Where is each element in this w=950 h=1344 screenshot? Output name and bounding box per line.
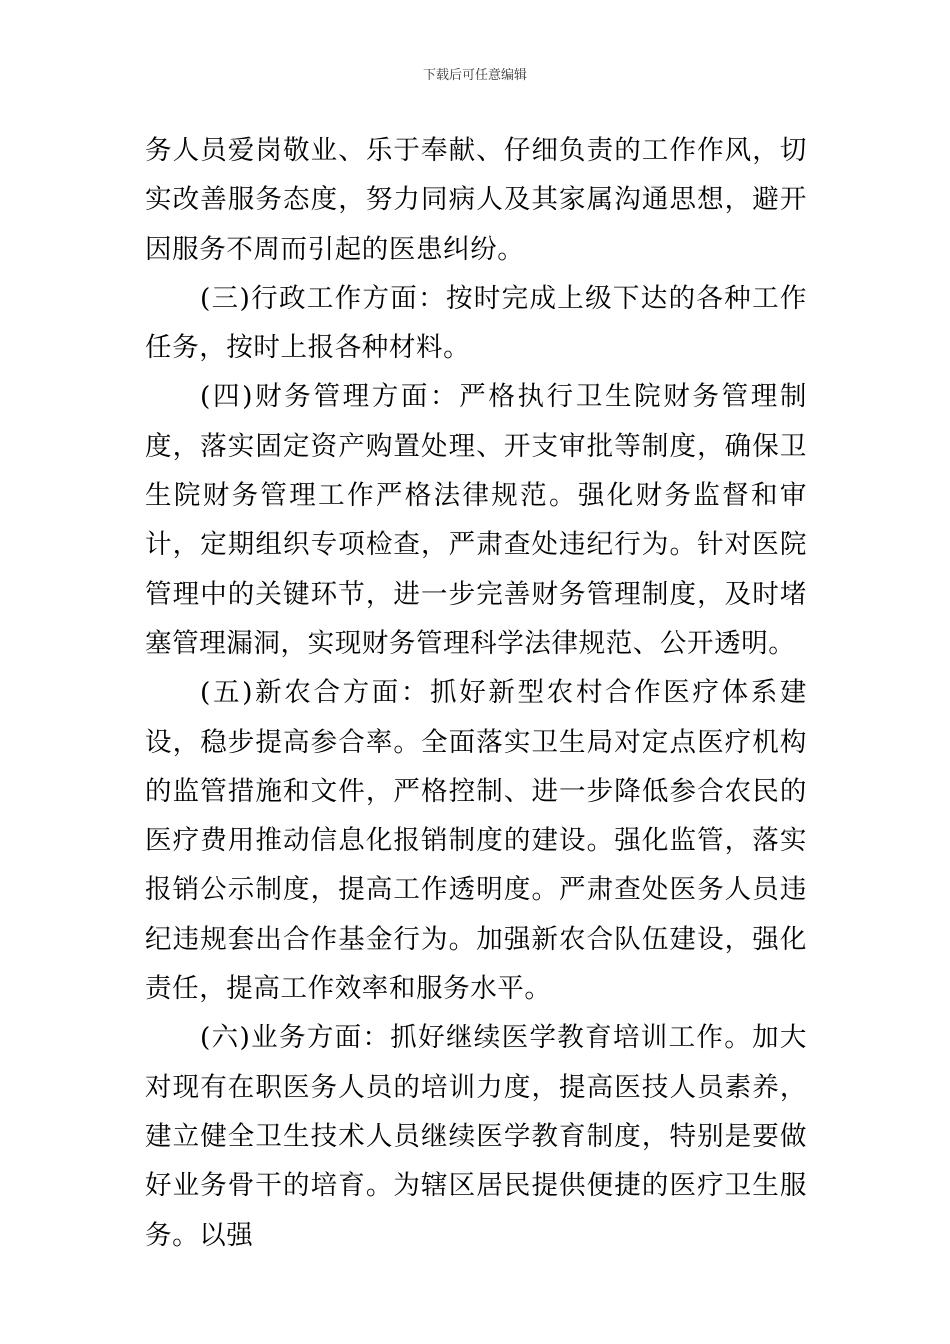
paragraph-business: (六)业务方面：抓好继续医学教育培训工作。加大对现有在职医务人员的培训力度，提高医技人员素养，建立健全卫生技术人员继续医学教育制度，特别是要做好业务骨干的培育。为辖区居民提供便捷的医疗卫生服务。以强 — [145, 1022, 807, 1251]
paragraph-continuation: 务人员爱岗敬业、乐于奉献、仔细负责的工作作风，切实改善服务态度，努力同病人及其家属沟通思想，避开因服务不周而引起的医患纠纷。 — [145, 135, 807, 265]
paragraph-rural-cooperative: (五)新农合方面：抓好新型农村合作医疗体系建设，稳步提高参合率。全面落实卫生局对定点医疗机构的监管措施和文件，严格控制、进一步降低参合农民的医疗费用推动信息化报销制度的建设。强化监管，落实报销公示制度，提高工作透明度。严肃查处医务人员违纪违规套出合作基金行为。加强新农合队伍建设，强化责任，提高工作效率和服务水平。 — [145, 677, 807, 1005]
paragraph-administration: (三)行政工作方面：按时完成上级下达的各种工作任务，按时上报各种材料。 — [145, 282, 807, 364]
page-header: 下载后可任意编辑 — [422, 68, 527, 83]
paragraph-finance: (四)财务管理方面：严格执行卫生院财务管理制度，落实固定资产购置处理、开支审批等制度，确保卫生院财务管理工作严格法律规范。强化财务监督和审计，定期组织专项检查，严肃查处违纪行为。针对医院管理中的关键环节，进一步完善财务管理制度，及时堵塞管理漏洞，实现财务管理科学法律规范、公开透明。 — [145, 381, 807, 659]
document-body — [145, 126, 807, 1260]
